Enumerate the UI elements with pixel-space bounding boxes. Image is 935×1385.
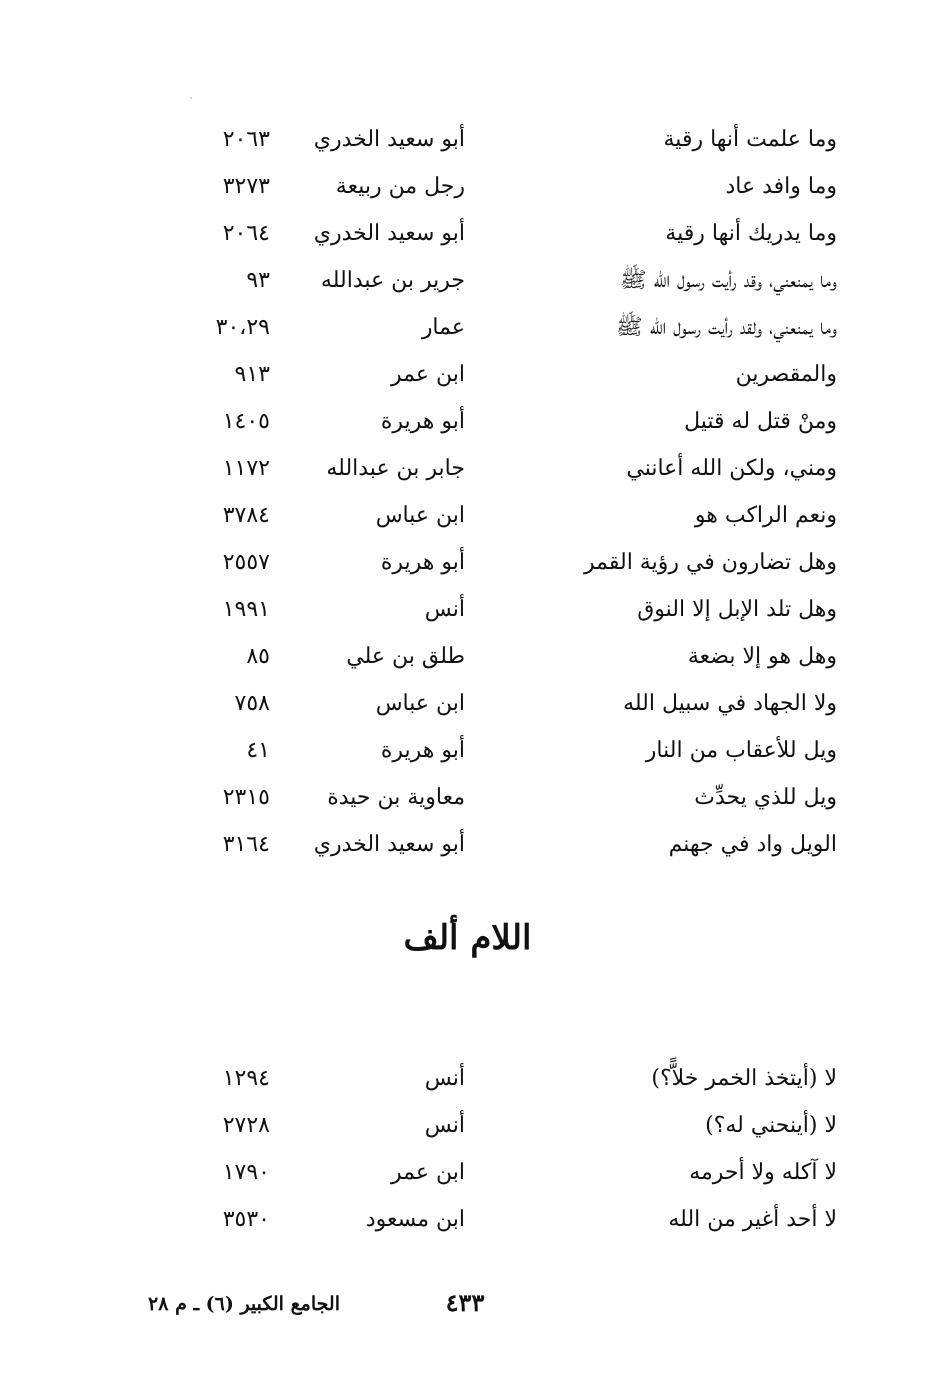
- hadith-text: ومنْ قتل له قتيل: [684, 409, 837, 434]
- index-row: [0, 351, 935, 398]
- hadith-text: ومني، ولكن الله أعانني: [626, 456, 837, 481]
- narrator-name: أبو سعيد الخدري: [313, 221, 465, 246]
- index-row: [0, 445, 935, 492]
- hadith-number: ٨٥: [246, 644, 270, 669]
- hadith-text: لا (أيتخذ الخمر خلاًّ؟): [651, 1066, 837, 1091]
- narrator-name: أنس: [424, 1113, 465, 1138]
- hadith-text: وهل تضارون في رؤية القمر: [584, 550, 837, 575]
- hadith-text: الويل واد في جهنم: [668, 832, 837, 857]
- hadith-number: ١٩٩١: [222, 597, 270, 622]
- hadith-text: وهل هو إلا بضعة: [687, 644, 837, 669]
- hadith-number: ٣٢٧٣: [222, 174, 270, 199]
- hadith-text: وهل تلد الإبل إلا النوق: [637, 597, 837, 622]
- index-row: [0, 586, 935, 633]
- hadith-text: لا أحد أغير من الله: [668, 1207, 837, 1232]
- narrator-name: ابن عباس: [375, 691, 465, 716]
- narrator-name: أبو سعيد الخدري: [313, 832, 465, 857]
- hadith-number: ١٧٩٠: [222, 1160, 270, 1185]
- hadith-number: ٢٠٦٤: [222, 221, 270, 246]
- hadith-number: ٤١: [246, 738, 270, 763]
- hadith-number: ٩١٣: [234, 362, 270, 387]
- hadith-text: وما وافد عاد: [725, 174, 837, 199]
- hadith-text: ويل للذي يحدِّث: [694, 785, 837, 810]
- narrator-name: ابن عمر: [391, 362, 465, 387]
- narrator-name: رجل من ربيعة: [335, 174, 465, 199]
- narrator-name: ابن عباس: [375, 503, 465, 528]
- hadith-number: ٣٠،٢٩: [215, 315, 270, 340]
- index-row: [0, 1055, 935, 1102]
- book-signature: الجامع الكبير (٦) ـ م ٢٨: [148, 1293, 340, 1315]
- index-row: [0, 539, 935, 586]
- index-row: [0, 163, 935, 210]
- narrator-name: أبو سعيد الخدري: [313, 127, 465, 152]
- hadith-index-table-waw: [0, 116, 935, 868]
- narrator-name: أبو هريرة: [380, 550, 465, 575]
- narrator-name: معاوية بن حيدة: [327, 785, 465, 810]
- index-row: [0, 727, 935, 774]
- hadith-number: ٣١٦٤: [222, 832, 270, 857]
- narrator-name: جابر بن عبدالله: [326, 456, 465, 481]
- index-row: [0, 398, 935, 445]
- index-row: [0, 304, 935, 351]
- hadith-text: وما علمت أنها رقية: [663, 127, 837, 152]
- hadith-text: والمقصرين: [735, 362, 837, 387]
- hadith-text: ولا الجهاد في سبيل الله: [623, 691, 837, 716]
- hadith-number: ٩٣: [246, 268, 270, 293]
- narrator-name: ابن مسعود: [365, 1207, 465, 1232]
- hadith-text: لا (أينحني له؟): [705, 1113, 837, 1138]
- index-row: [0, 210, 935, 257]
- index-row: [0, 492, 935, 539]
- hadith-text: لا آكله ولا أحرمه: [689, 1160, 837, 1185]
- narrator-name: أنس: [424, 1066, 465, 1091]
- hadith-number: ١٢٩٤: [222, 1066, 270, 1091]
- index-row: [0, 633, 935, 680]
- narrator-name: أنس: [424, 597, 465, 622]
- index-row: [0, 821, 935, 868]
- index-row: [0, 116, 935, 163]
- hadith-number: ٢٥٥٧: [222, 550, 270, 575]
- index-row: [0, 1149, 935, 1196]
- hadith-text: ونعم الراكب هو: [694, 503, 837, 528]
- narrator-name: عمار: [421, 315, 465, 340]
- hadith-text: وما يمنعني، ولقد رأيت رسول الله ﷺ: [616, 315, 837, 340]
- hadith-number: ٢٣١٥: [222, 785, 270, 810]
- page-number: ٤٣٣: [445, 1288, 485, 1317]
- hadith-number: ١١٧٢: [222, 456, 270, 481]
- hadith-text: وما يدريك أنها رقية: [665, 221, 837, 246]
- narrator-name: أبو هريرة: [380, 409, 465, 434]
- index-row: [0, 1102, 935, 1149]
- narrator-name: جرير بن عبدالله: [320, 268, 465, 293]
- index-row: [0, 1196, 935, 1243]
- section-heading: اللام ألف: [403, 918, 532, 958]
- hadith-number: ٧٥٨: [234, 691, 270, 716]
- scan-speck: [190, 97, 192, 99]
- narrator-name: طلق بن علي: [346, 644, 465, 669]
- narrator-name: أبو هريرة: [380, 738, 465, 763]
- hadith-index-table-lam-alif: [0, 1055, 935, 1243]
- hadith-number: ٣٧٨٤: [222, 503, 270, 528]
- hadith-number: ٣٥٣٠: [222, 1207, 270, 1232]
- index-row: [0, 680, 935, 727]
- index-row: [0, 257, 935, 304]
- hadith-number: ١٤٠٥: [222, 409, 270, 434]
- hadith-number: ٢٠٦٣: [222, 127, 270, 152]
- hadith-text: وما يمنعني، وقد رأيت رسول الله ﷺ: [620, 268, 837, 293]
- index-row: [0, 774, 935, 821]
- narrator-name: ابن عمر: [391, 1160, 465, 1185]
- hadith-number: ٢٧٢٨: [222, 1113, 270, 1138]
- hadith-text: ويل للأعقاب من النار: [645, 738, 837, 763]
